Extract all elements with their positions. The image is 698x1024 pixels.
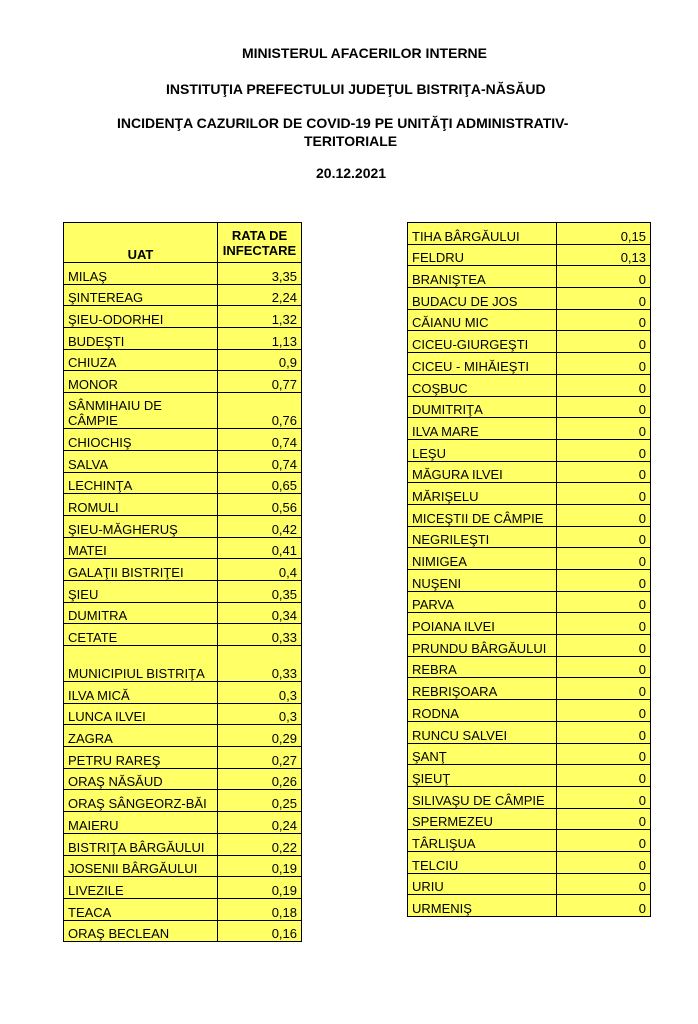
- table-row: [64, 559, 302, 581]
- table-row: [408, 439, 651, 461]
- uat-name-cell: TEACA: [64, 898, 218, 920]
- incidence-table-left: [63, 222, 302, 942]
- table-row: [64, 682, 302, 704]
- infection-rate-cell: 0,3: [218, 703, 302, 725]
- infection-rate-cell: 0: [557, 331, 651, 353]
- infection-rate-cell: 0,76: [218, 393, 302, 429]
- table-row: [408, 570, 651, 592]
- table-row: [64, 263, 302, 285]
- table-row: [64, 768, 302, 790]
- table-row: [408, 895, 651, 917]
- table-row: [408, 591, 651, 613]
- table-row: [408, 244, 651, 266]
- uat-name-cell: DUMITRA: [64, 602, 218, 624]
- uat-name-cell: ŞIEU-ODORHEI: [64, 306, 218, 328]
- column-header-rate: [218, 223, 302, 263]
- infection-rate-cell: 0,29: [218, 725, 302, 747]
- table-row: [64, 429, 302, 451]
- uat-name-cell: LUNCA ILVEI: [64, 703, 218, 725]
- infection-rate-cell: 0: [557, 830, 651, 852]
- table-row: [408, 808, 651, 830]
- table-row: [64, 725, 302, 747]
- table-row: [64, 646, 302, 682]
- uat-name-cell: SPERMEZEU: [408, 808, 557, 830]
- uat-name-cell: LECHINŢA: [64, 472, 218, 494]
- infection-rate-cell: 0: [557, 309, 651, 331]
- uat-name-cell: MĂRIŞELU: [408, 483, 557, 505]
- uat-name-cell: BRANIŞTEA: [408, 266, 557, 288]
- uat-name-cell: URIU: [408, 873, 557, 895]
- table-row: [408, 504, 651, 526]
- infection-rate-cell: 0: [557, 700, 651, 722]
- table-row: [408, 396, 651, 418]
- uat-name-cell: URMENIŞ: [408, 895, 557, 917]
- table-row: [408, 613, 651, 635]
- table-row: [408, 353, 651, 375]
- infection-rate-cell: 2,24: [218, 284, 302, 306]
- uat-name-cell: MAIERU: [64, 812, 218, 834]
- uat-name-cell: SALVA: [64, 450, 218, 472]
- infection-rate-cell: 0,35: [218, 580, 302, 602]
- table-row: [64, 602, 302, 624]
- table-row: [408, 873, 651, 895]
- uat-name-cell: ŞANŢ: [408, 743, 557, 765]
- table-row: [408, 331, 651, 353]
- uat-name-cell: ŞINTEREAG: [64, 284, 218, 306]
- infection-rate-cell: 0: [557, 765, 651, 787]
- uat-name-cell: CICEU - MIHĂIEŞTI: [408, 353, 557, 375]
- table-row: [408, 309, 651, 331]
- uat-name-cell: DUMITRIŢA: [408, 396, 557, 418]
- table-header-row: [64, 223, 302, 263]
- uat-name-cell: NEGRILEŞTI: [408, 526, 557, 548]
- institution-title: INSTITUŢIA PREFECTULUI JUDEŢUL BISTRIŢA-NĂSĂUD: [166, 81, 546, 97]
- uat-name-cell: GALAŢII BISTRIŢEI: [64, 559, 218, 581]
- report-title-line1: INCIDENŢA CAZURILOR DE COVID-19 PE UNITĂŢI ADMINISTRATIV-: [117, 115, 569, 131]
- infection-rate-cell: 0: [557, 483, 651, 505]
- infection-rate-cell: 0: [557, 418, 651, 440]
- infection-rate-cell: 0: [557, 656, 651, 678]
- uat-name-cell: TIHA BÂRGĂULUI: [408, 223, 557, 245]
- table-row: [408, 765, 651, 787]
- uat-name-cell: MONOR: [64, 371, 218, 393]
- table-row: [408, 743, 651, 765]
- infection-rate-cell: 0,15: [557, 223, 651, 245]
- infection-rate-cell: 0,16: [218, 920, 302, 942]
- uat-name-cell: ORAŞ BECLEAN: [64, 920, 218, 942]
- infection-rate-cell: 0,18: [218, 898, 302, 920]
- table-row: [408, 786, 651, 808]
- infection-rate-cell: 0,74: [218, 450, 302, 472]
- infection-rate-cell: 0,41: [218, 537, 302, 559]
- infection-rate-cell: 0: [557, 851, 651, 873]
- table-row: [64, 703, 302, 725]
- uat-name-cell: FELDRU: [408, 244, 557, 266]
- table-row: [64, 393, 302, 429]
- uat-name-cell: ILVA MICĂ: [64, 682, 218, 704]
- table-row: [408, 851, 651, 873]
- uat-name-cell: SÂNMIHAIU DE CÂMPIE: [64, 393, 218, 429]
- infection-rate-cell: 0: [557, 374, 651, 396]
- infection-rate-cell: 0,33: [218, 646, 302, 682]
- report-date: 20.12.2021: [316, 165, 387, 181]
- uat-name-cell: BUDACU DE JOS: [408, 288, 557, 310]
- uat-name-cell: PRUNDU BÂRGĂULUI: [408, 635, 557, 657]
- infection-rate-cell: 0: [557, 504, 651, 526]
- infection-rate-cell: 0,4: [218, 559, 302, 581]
- uat-name-cell: NUŞENI: [408, 570, 557, 592]
- infection-rate-cell: 0,33: [218, 624, 302, 646]
- table-row: [64, 855, 302, 877]
- uat-name-cell: CĂIANU MIC: [408, 309, 557, 331]
- infection-rate-cell: 0: [557, 439, 651, 461]
- incidence-table-right: [407, 222, 651, 917]
- infection-rate-cell: 0: [557, 721, 651, 743]
- infection-rate-cell: 0: [557, 266, 651, 288]
- uat-name-cell: BISTRIŢA BÂRGĂULUI: [64, 833, 218, 855]
- uat-name-cell: BUDEŞTI: [64, 328, 218, 350]
- infection-rate-cell: 3,35: [218, 263, 302, 285]
- column-header-uat: UAT: [64, 223, 218, 263]
- table-row: [64, 624, 302, 646]
- report-title-line2: TERITORIALE: [304, 133, 398, 149]
- infection-rate-cell: 0: [557, 526, 651, 548]
- infection-rate-cell: 0: [557, 635, 651, 657]
- uat-name-cell: REBRIŞOARA: [408, 678, 557, 700]
- column-header-rate-line2: INFECTARE: [222, 242, 297, 258]
- uat-name-cell: MILAŞ: [64, 263, 218, 285]
- uat-name-cell: JOSENII BÂRGĂULUI: [64, 855, 218, 877]
- table-row: [408, 526, 651, 548]
- uat-name-cell: TÂRLIŞUA: [408, 830, 557, 852]
- table-row: [64, 537, 302, 559]
- table-row: [408, 721, 651, 743]
- table-row: [408, 288, 651, 310]
- uat-name-cell: ŞIEU-MĂGHERUŞ: [64, 515, 218, 537]
- infection-rate-cell: 0: [557, 396, 651, 418]
- table-row: [64, 284, 302, 306]
- table-row: [64, 747, 302, 769]
- table-row: [64, 494, 302, 516]
- table-row: [64, 371, 302, 393]
- infection-rate-cell: 0: [557, 353, 651, 375]
- uat-name-cell: ORAŞ NĂSĂUD: [64, 768, 218, 790]
- table-row: [408, 374, 651, 396]
- table-row: [64, 306, 302, 328]
- table-row: [408, 418, 651, 440]
- infection-rate-cell: 0: [557, 591, 651, 613]
- infection-rate-cell: 0,77: [218, 371, 302, 393]
- infection-rate-cell: 0: [557, 613, 651, 635]
- table-row: [408, 461, 651, 483]
- infection-rate-cell: 0,19: [218, 855, 302, 877]
- uat-name-cell: SILIVAŞU DE CÂMPIE: [408, 786, 557, 808]
- table-row: [64, 877, 302, 899]
- uat-name-cell: LEŞU: [408, 439, 557, 461]
- uat-name-cell: TELCIU: [408, 851, 557, 873]
- uat-name-cell: PETRU RAREŞ: [64, 747, 218, 769]
- infection-rate-cell: 0: [557, 786, 651, 808]
- infection-rate-cell: 0: [557, 808, 651, 830]
- infection-rate-cell: 0: [557, 288, 651, 310]
- uat-name-cell: RUNCU SALVEI: [408, 721, 557, 743]
- uat-name-cell: COŞBUC: [408, 374, 557, 396]
- table-row: [408, 635, 651, 657]
- infection-rate-cell: 0,26: [218, 768, 302, 790]
- infection-rate-cell: 0,25: [218, 790, 302, 812]
- infection-rate-cell: 0,74: [218, 429, 302, 451]
- uat-name-cell: PARVA: [408, 591, 557, 613]
- table-row: [64, 450, 302, 472]
- uat-name-cell: MĂGURA ILVEI: [408, 461, 557, 483]
- uat-name-cell: NIMIGEA: [408, 548, 557, 570]
- ministry-title: MINISTERUL AFACERILOR INTERNE: [242, 45, 488, 61]
- uat-name-cell: CHIOCHIŞ: [64, 429, 218, 451]
- infection-rate-cell: 0,19: [218, 877, 302, 899]
- infection-rate-cell: 1,13: [218, 328, 302, 350]
- table-row: [408, 830, 651, 852]
- table-row: [64, 472, 302, 494]
- uat-name-cell: ROMULI: [64, 494, 218, 516]
- uat-name-cell: RODNA: [408, 700, 557, 722]
- table-row: [408, 483, 651, 505]
- infection-rate-cell: 0: [557, 743, 651, 765]
- table-row: [64, 790, 302, 812]
- uat-name-cell: CICEU-GIURGEŞTI: [408, 331, 557, 353]
- infection-rate-cell: 0,9: [218, 349, 302, 371]
- infection-rate-cell: 0: [557, 570, 651, 592]
- table-row: [408, 266, 651, 288]
- uat-name-cell: ILVA MARE: [408, 418, 557, 440]
- infection-rate-cell: 0: [557, 873, 651, 895]
- infection-rate-cell: 0,27: [218, 747, 302, 769]
- table-row: [408, 678, 651, 700]
- column-header-rate-line1: RATA DE: [231, 227, 288, 243]
- uat-name-cell: ŞIEU: [64, 580, 218, 602]
- infection-rate-cell: 0: [557, 678, 651, 700]
- infection-rate-cell: 0,56: [218, 494, 302, 516]
- uat-name-cell: MICEŞTII DE CÂMPIE: [408, 504, 557, 526]
- table-row: [408, 700, 651, 722]
- infection-rate-cell: 0,22: [218, 833, 302, 855]
- infection-rate-cell: 0,3: [218, 682, 302, 704]
- infection-rate-cell: 0: [557, 895, 651, 917]
- table-row: [64, 515, 302, 537]
- uat-name-cell: MATEI: [64, 537, 218, 559]
- uat-name-cell: ZAGRA: [64, 725, 218, 747]
- uat-name-cell: CHIUZA: [64, 349, 218, 371]
- uat-name-cell: LIVEZILE: [64, 877, 218, 899]
- table-row: [64, 328, 302, 350]
- infection-rate-cell: 1,32: [218, 306, 302, 328]
- uat-name-cell: CETATE: [64, 624, 218, 646]
- table-row: [64, 580, 302, 602]
- table-row: [64, 833, 302, 855]
- uat-name-cell: ORAŞ SÂNGEORZ-BĂI: [64, 790, 218, 812]
- infection-rate-cell: 0: [557, 461, 651, 483]
- uat-name-cell: POIANA ILVEI: [408, 613, 557, 635]
- table-row: [64, 920, 302, 942]
- infection-rate-cell: 0,13: [557, 244, 651, 266]
- table-row: [64, 812, 302, 834]
- table-row: [64, 898, 302, 920]
- uat-name-cell: MUNICIPIUL BISTRIŢA: [64, 646, 218, 682]
- table-row: [64, 349, 302, 371]
- infection-rate-cell: 0,34: [218, 602, 302, 624]
- infection-rate-cell: 0,24: [218, 812, 302, 834]
- uat-name-cell: REBRA: [408, 656, 557, 678]
- uat-name-cell: ŞIEUŢ: [408, 765, 557, 787]
- table-row: [408, 223, 651, 245]
- table-row: [408, 548, 651, 570]
- infection-rate-cell: 0: [557, 548, 651, 570]
- table-row: [408, 656, 651, 678]
- infection-rate-cell: 0,65: [218, 472, 302, 494]
- infection-rate-cell: 0,42: [218, 515, 302, 537]
